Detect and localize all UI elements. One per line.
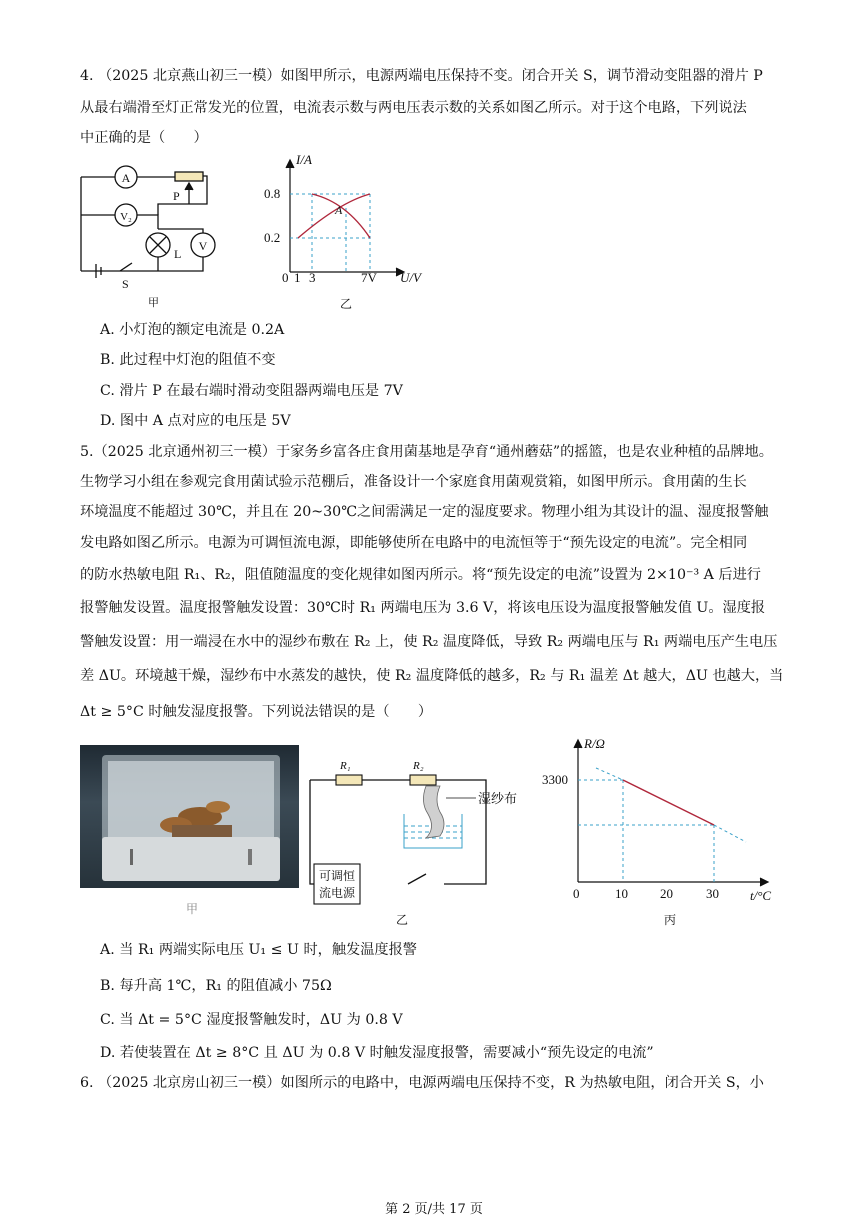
xtick-10: 10	[615, 886, 628, 901]
q4-line-3: 中正确的是（ ）	[80, 130, 208, 146]
ytick-3300: 3300	[542, 772, 568, 787]
xtick-1: 1	[294, 270, 301, 285]
source-label-1: 可调恒	[318, 869, 356, 883]
mushroom-box-photo	[80, 745, 299, 888]
q4-ylabel: I/A	[296, 152, 312, 167]
xtick-0: 0	[282, 270, 289, 285]
r2-label: R₂	[413, 760, 424, 772]
q5-line-1: 5.（2025 北京通州初三一模）于家务乡富各庄食用菌基地是孕育“通州蘑菇”的摇篮，也是农业种植的品牌地。	[80, 444, 773, 460]
switch-label: S	[122, 277, 129, 291]
xtick-30: 30	[706, 886, 719, 901]
q5-ylabel: R/Ω	[584, 736, 605, 751]
q4-xlabel: U/V	[400, 270, 421, 285]
voltmeter-label: V	[198, 239, 208, 253]
ytick-08: 0.8	[264, 186, 281, 201]
q5-line-5: 的防水热敏电阻 R₁、R₂，阻值随温度的变化规律如图丙所示。将“预先设定的电流”设置为 2×10⁻³ A 后进行	[80, 567, 761, 583]
r1-label: R₁	[340, 760, 351, 772]
slider-label: P	[173, 189, 180, 203]
q5-option-c: C. 当 Δt = 5°C 湿度报警触发时，ΔU 为 0.8 V	[100, 1012, 403, 1028]
q5-line-7: 警触发设置：用一端浸在水中的湿纱布敷在 R₂ 上，使 R₂ 温度降低，导致 R₂ 两端电压与 R₁ 两端电压产生电压	[80, 634, 778, 650]
q5-line-4: 发电路如图乙所示。电源为可调恒流电源，即能够使所在电路中的电流恒等于“预先设定的电流”。完全相同	[80, 535, 748, 551]
q4-circuit-diagram	[70, 160, 230, 310]
lamp-label: L	[174, 247, 182, 261]
q4-option-b: B. 此过程中灯泡的阻值不变	[100, 352, 276, 368]
q5-line-9: Δt ≥ 5°C 时触发湿度报警。下列说法错误的是（ ）	[80, 704, 433, 720]
q5-line-6: 报警触发设置。温度报警触发设置：30℃时 R₁ 两端电压为 3.6 V，将该电压设为温度报警触发值 U。湿度报	[80, 600, 766, 616]
q4-iu-graph	[260, 150, 440, 312]
ytick-02: 0.2	[264, 230, 281, 245]
q5-option-b: B. 每升高 1℃，R₁ 的阻值减小 75Ω	[100, 978, 332, 994]
q5-option-d: D. 若使装置在 Δt ≥ 8°C 且 ΔU 为 0.8 V 时触发湿度报警，需要减小“预先设定的电流”	[100, 1045, 654, 1061]
q4-line-1: 4. （2025 北京燕山初三一模）如图甲所示，电源两端电压保持不变。闭合开关 S，调节滑动变阻器的滑片 P	[80, 68, 763, 84]
xtick-3: 3	[309, 270, 316, 285]
voltmeter2-label: V₂	[120, 211, 132, 223]
fig-bing-caption: 丙	[664, 913, 677, 927]
fig-yi-caption: 乙	[340, 297, 353, 311]
q5-line-2: 生物学习小组在参观完食用菌试验示范棚后，准备设计一个家庭食用菌观赏箱，如图甲所示。食用菌的生长	[80, 474, 747, 490]
q5-xlabel: t/°C	[750, 888, 772, 903]
fig-yi-caption-5: 乙	[396, 913, 409, 927]
gauze-label: 湿纱布	[478, 791, 518, 806]
fig-jia-caption-5: 甲	[186, 902, 199, 916]
q4-option-c: C. 滑片 P 在最右端时滑动变阻器两端电压是 7V	[100, 383, 403, 399]
q4-line-2: 从最右端滑至灯正常发光的位置，电流表示数与两电压表示数的关系如图乙所示。对于这个电路，下列说法	[80, 100, 747, 116]
q5-line-8: 差 ΔU。环境越干燥，湿纱布中水蒸发的越快，使 R₂ 温度降低的越多，R₂ 与 R₁ 温差 Δt 越大，ΔU 也越大，当	[80, 668, 784, 684]
q5-circuit-diagram	[300, 752, 550, 932]
point-a-label: A	[335, 203, 343, 217]
q5-option-a: A. 当 R₁ 两端实际电压 U₁ ≤ U 时，触发温度报警	[100, 942, 417, 958]
q4-option-a: A. 小灯泡的额定电流是 0.2A	[100, 322, 285, 338]
xtick-20: 20	[660, 886, 673, 901]
q4-option-d: D. 图中 A 点对应的电压是 5V	[100, 413, 291, 429]
xtick-0: 0	[573, 886, 580, 901]
fig-jia-caption: 甲	[148, 297, 159, 309]
q5-line-3: 环境温度不能超过 30℃，并且在 20~30℃之间需满足一定的湿度要求。物理小组为其设计的温、湿度报警触	[80, 504, 769, 520]
source-label-2: 流电源	[318, 886, 356, 900]
q5-rt-graph	[540, 730, 790, 930]
q6-line-1: 6. （2025 北京房山初三一模）如图所示的电路中，电源两端电压保持不变，R 为热敏电阻，闭合开关 S，小	[80, 1075, 764, 1091]
ammeter-label: A	[121, 171, 131, 185]
xtick-7v: 7V	[361, 270, 377, 285]
page-footer: 第 2 页/共 17 页	[385, 1202, 483, 1217]
